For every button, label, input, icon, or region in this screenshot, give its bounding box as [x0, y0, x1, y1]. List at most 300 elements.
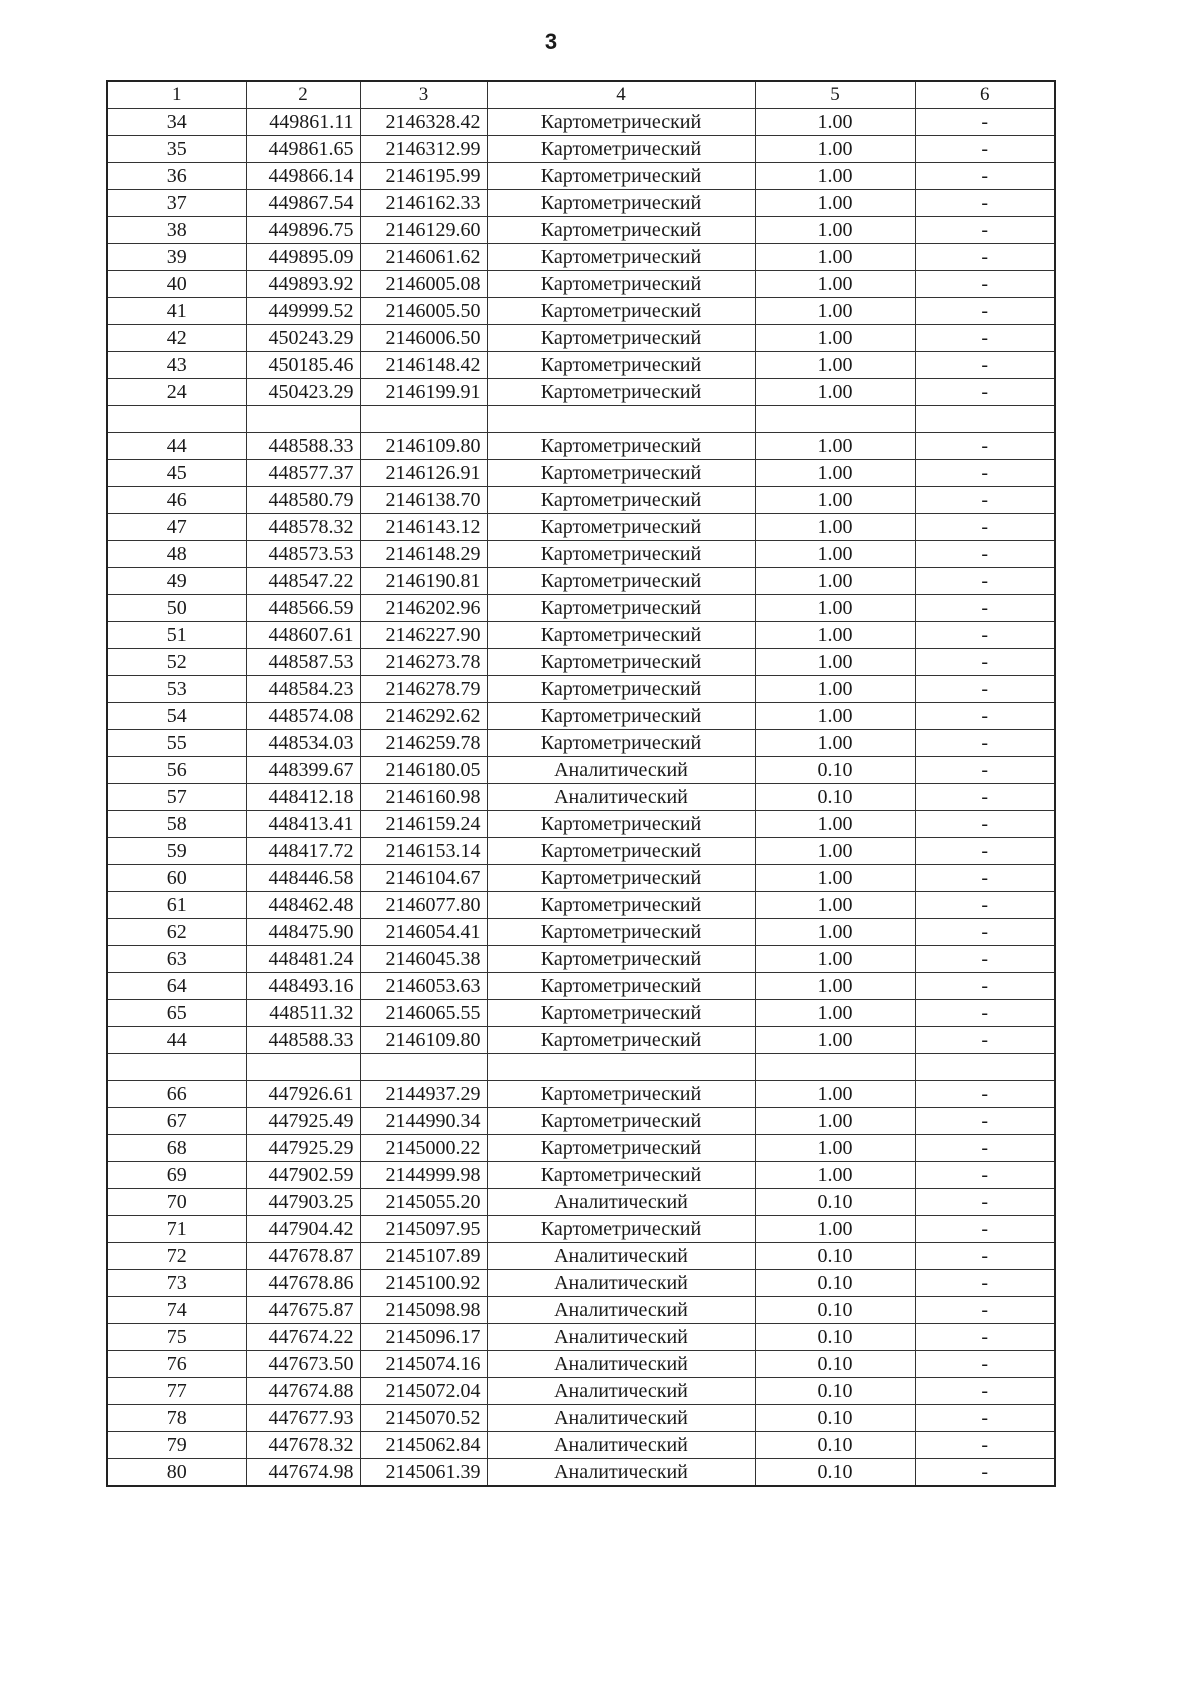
table-cell: 62 [107, 919, 246, 946]
table-cell: 2146065.55 [360, 1000, 487, 1027]
table-cell: 2146005.50 [360, 298, 487, 325]
table-cell: Картометрический [487, 1135, 755, 1162]
table-cell: 60 [107, 865, 246, 892]
table-cell: 1.00 [755, 892, 915, 919]
coordinates-table [106, 80, 1056, 1487]
table-cell: 2146077.80 [360, 892, 487, 919]
table-row [107, 1027, 1055, 1054]
table-cell: Картометрический [487, 325, 755, 352]
table-cell: Аналитический [487, 1189, 755, 1216]
table-row [107, 946, 1055, 973]
table-cell: 2146053.63 [360, 973, 487, 1000]
table-cell: 79 [107, 1432, 246, 1459]
table-cell: Картометрический [487, 811, 755, 838]
table-cell: 35 [107, 136, 246, 163]
table-cell: Аналитический [487, 1405, 755, 1432]
table-row [107, 622, 1055, 649]
table-cell: - [915, 460, 1055, 487]
table-cell: 1.00 [755, 325, 915, 352]
table-cell: 448399.67 [246, 757, 360, 784]
table-cell: - [915, 676, 1055, 703]
table-cell: 2146143.12 [360, 514, 487, 541]
table-cell: 52 [107, 649, 246, 676]
table-cell: 1.00 [755, 676, 915, 703]
table-cell: 41 [107, 298, 246, 325]
table-cell: 0.10 [755, 1432, 915, 1459]
table-cell: 2146292.62 [360, 703, 487, 730]
table-cell: 448547.22 [246, 568, 360, 595]
table-cell: Картометрический [487, 1162, 755, 1189]
page-number: 3 [544, 29, 558, 54]
table-cell: 2146312.99 [360, 136, 487, 163]
table-row [107, 433, 1055, 460]
table-cell: 1.00 [755, 298, 915, 325]
table-cell: 64 [107, 973, 246, 1000]
table-cell: 75 [107, 1324, 246, 1351]
table-cell: 448580.79 [246, 487, 360, 514]
table-cell: 2146126.91 [360, 460, 487, 487]
table-cell: 44 [107, 433, 246, 460]
table-cell: - [915, 1243, 1055, 1270]
table-cell: 1.00 [755, 271, 915, 298]
table-cell: Аналитический [487, 757, 755, 784]
table-cell: 449866.14 [246, 163, 360, 190]
table-cell: 2144990.34 [360, 1108, 487, 1135]
table-cell: 2145055.20 [360, 1189, 487, 1216]
table-cell: - [915, 1216, 1055, 1243]
table-row [107, 1405, 1055, 1432]
table-cell: - [915, 298, 1055, 325]
table-cell: 448417.72 [246, 838, 360, 865]
table-cell: - [915, 1000, 1055, 1027]
table-cell: - [915, 1351, 1055, 1378]
table-cell: 448446.58 [246, 865, 360, 892]
table-cell: 447678.32 [246, 1432, 360, 1459]
table-cell: 450243.29 [246, 325, 360, 352]
table-cell: - [915, 163, 1055, 190]
table-cell: 48 [107, 541, 246, 568]
table-cell: 1.00 [755, 568, 915, 595]
header-cell: 2 [246, 81, 360, 109]
table-cell: - [915, 1324, 1055, 1351]
table-cell: 43 [107, 352, 246, 379]
table-cell: 2146190.81 [360, 568, 487, 595]
table-cell: 2146160.98 [360, 784, 487, 811]
table-row [107, 163, 1055, 190]
table-row [107, 1459, 1055, 1487]
table-cell: 0.10 [755, 1270, 915, 1297]
table-cell: 0.10 [755, 1405, 915, 1432]
table-cell: 67 [107, 1108, 246, 1135]
table-cell: - [915, 379, 1055, 406]
table-cell: Картометрический [487, 379, 755, 406]
table-cell: 2144999.98 [360, 1162, 487, 1189]
table-cell: 1.00 [755, 622, 915, 649]
table-row [107, 865, 1055, 892]
table-cell: 65 [107, 1000, 246, 1027]
table-row [107, 568, 1055, 595]
table-row [107, 1270, 1055, 1297]
table-cell: - [915, 838, 1055, 865]
table-cell: 448573.53 [246, 541, 360, 568]
table-cell: 2146159.24 [360, 811, 487, 838]
table-cell: 1.00 [755, 1162, 915, 1189]
table-row [107, 1081, 1055, 1108]
table-cell: 448475.90 [246, 919, 360, 946]
table-cell: 447678.86 [246, 1270, 360, 1297]
table-cell: Картометрический [487, 1216, 755, 1243]
header-cell: 1 [107, 81, 246, 109]
table-cell: Картометрический [487, 1108, 755, 1135]
table-cell: - [915, 892, 1055, 919]
table-cell: 57 [107, 784, 246, 811]
table-cell: 447925.49 [246, 1108, 360, 1135]
table-cell: 447674.22 [246, 1324, 360, 1351]
table-cell: 0.10 [755, 1459, 915, 1487]
table-cell: 1.00 [755, 649, 915, 676]
table-cell: Аналитический [487, 1378, 755, 1405]
table-cell: - [915, 514, 1055, 541]
table-cell: 1.00 [755, 1000, 915, 1027]
table-cell: 2146278.79 [360, 676, 487, 703]
table-cell: 1.00 [755, 1081, 915, 1108]
table-cell: Картометрический [487, 433, 755, 460]
table-cell: 2146005.08 [360, 271, 487, 298]
table-row [107, 1189, 1055, 1216]
table-cell: - [915, 649, 1055, 676]
table-cell: 1.00 [755, 163, 915, 190]
table-cell: - [915, 541, 1055, 568]
table-cell: Картометрический [487, 892, 755, 919]
table-cell: 2146045.38 [360, 946, 487, 973]
table-cell: 0.10 [755, 1243, 915, 1270]
table-cell: 2145070.52 [360, 1405, 487, 1432]
table-cell: - [915, 109, 1055, 136]
table-cell: 46 [107, 487, 246, 514]
table-cell: - [915, 217, 1055, 244]
table-cell: - [915, 325, 1055, 352]
table-cell: 80 [107, 1459, 246, 1487]
table-cell: 2145061.39 [360, 1459, 487, 1487]
table-cell [360, 1054, 487, 1081]
table-cell: Картометрический [487, 298, 755, 325]
table-cell: 2146259.78 [360, 730, 487, 757]
table-row [107, 1297, 1055, 1324]
table-cell: - [915, 1081, 1055, 1108]
table-cell: 450185.46 [246, 352, 360, 379]
table-cell: 2146180.05 [360, 757, 487, 784]
table-cell: 2146061.62 [360, 244, 487, 271]
table-cell: 449861.65 [246, 136, 360, 163]
table-cell: Аналитический [487, 1459, 755, 1487]
table-cell: - [915, 730, 1055, 757]
table-cell: - [915, 352, 1055, 379]
table-row [107, 919, 1055, 946]
table-cell: 447926.61 [246, 1081, 360, 1108]
table-cell: 449896.75 [246, 217, 360, 244]
table-cell: 447902.59 [246, 1162, 360, 1189]
table-cell: 1.00 [755, 1135, 915, 1162]
table-cell: 51 [107, 622, 246, 649]
table-cell: 68 [107, 1135, 246, 1162]
table-cell: 448462.48 [246, 892, 360, 919]
table-cell: 1.00 [755, 973, 915, 1000]
table-cell: 447675.87 [246, 1297, 360, 1324]
table-cell: 1.00 [755, 1027, 915, 1054]
table-cell: Картометрический [487, 352, 755, 379]
table-cell: 448493.16 [246, 973, 360, 1000]
table-cell: 1.00 [755, 217, 915, 244]
table-row [107, 1162, 1055, 1189]
table-cell: 0.10 [755, 784, 915, 811]
table-cell [107, 1054, 246, 1081]
table-cell: 448578.32 [246, 514, 360, 541]
table-cell [487, 1054, 755, 1081]
table-cell [755, 406, 915, 433]
table-cell: Картометрический [487, 676, 755, 703]
table-row [107, 352, 1055, 379]
table-cell: 1.00 [755, 595, 915, 622]
table-row [107, 1054, 1055, 1081]
table-cell: Картометрический [487, 190, 755, 217]
table-cell: Картометрический [487, 919, 755, 946]
table-cell: 2145000.22 [360, 1135, 487, 1162]
table-cell: 78 [107, 1405, 246, 1432]
table-row [107, 460, 1055, 487]
table-cell: - [915, 1189, 1055, 1216]
table-cell: 449861.11 [246, 109, 360, 136]
table-cell: 76 [107, 1351, 246, 1378]
table-cell: 39 [107, 244, 246, 271]
table-cell: 1.00 [755, 379, 915, 406]
table-cell: 61 [107, 892, 246, 919]
table-cell: 2146054.41 [360, 919, 487, 946]
table-body [107, 109, 1055, 1487]
table-cell: 1.00 [755, 352, 915, 379]
table-cell: 1.00 [755, 109, 915, 136]
table-cell: - [915, 973, 1055, 1000]
table-cell: 69 [107, 1162, 246, 1189]
table-cell: 55 [107, 730, 246, 757]
header-cell: 6 [915, 81, 1055, 109]
table-cell: 1.00 [755, 244, 915, 271]
table-cell: Картометрический [487, 1081, 755, 1108]
table-cell: 70 [107, 1189, 246, 1216]
table-cell [107, 406, 246, 433]
table-cell: 63 [107, 946, 246, 973]
table-row [107, 973, 1055, 1000]
table-cell: 1.00 [755, 1216, 915, 1243]
table-cell: 2146328.42 [360, 109, 487, 136]
table-cell: 2144937.29 [360, 1081, 487, 1108]
table-cell: 449867.54 [246, 190, 360, 217]
table-cell: Картометрический [487, 622, 755, 649]
table-row [107, 838, 1055, 865]
table-cell: 56 [107, 757, 246, 784]
table-cell: Картометрический [487, 1000, 755, 1027]
table-row [107, 325, 1055, 352]
table-cell: 1.00 [755, 541, 915, 568]
table-cell: 448588.33 [246, 433, 360, 460]
table-cell: Картометрический [487, 514, 755, 541]
table-cell [487, 406, 755, 433]
table-cell: - [915, 1162, 1055, 1189]
table-row [107, 892, 1055, 919]
table-cell: Картометрический [487, 865, 755, 892]
table-cell: 1.00 [755, 433, 915, 460]
table-cell: Картометрический [487, 217, 755, 244]
table-cell: 2146138.70 [360, 487, 487, 514]
table-cell: Аналитический [487, 1324, 755, 1351]
table-cell: Картометрический [487, 271, 755, 298]
table-cell: - [915, 757, 1055, 784]
table-row [107, 406, 1055, 433]
table-cell: 2146227.90 [360, 622, 487, 649]
table-row [107, 757, 1055, 784]
table-cell: 2146148.29 [360, 541, 487, 568]
table-cell: Аналитический [487, 784, 755, 811]
table-cell: 448413.41 [246, 811, 360, 838]
table-cell: 450423.29 [246, 379, 360, 406]
table-cell: 74 [107, 1297, 246, 1324]
table-cell: 2145096.17 [360, 1324, 487, 1351]
table-cell: 448588.33 [246, 1027, 360, 1054]
table-cell: 0.10 [755, 757, 915, 784]
table-cell: 2146202.96 [360, 595, 487, 622]
header-cell: 3 [360, 81, 487, 109]
table-row [107, 595, 1055, 622]
table-row [107, 190, 1055, 217]
table-cell: 1.00 [755, 487, 915, 514]
table-cell: 448566.59 [246, 595, 360, 622]
table-cell: 49 [107, 568, 246, 595]
table-cell: 1.00 [755, 703, 915, 730]
table-cell: 2146109.80 [360, 433, 487, 460]
table-cell: - [915, 919, 1055, 946]
table-cell: - [915, 946, 1055, 973]
table-cell: 2145062.84 [360, 1432, 487, 1459]
table-cell: 447674.88 [246, 1378, 360, 1405]
table-cell: Картометрический [487, 946, 755, 973]
table-cell: Аналитический [487, 1297, 755, 1324]
table-cell: 42 [107, 325, 246, 352]
table-row [107, 784, 1055, 811]
table-cell: Картометрический [487, 487, 755, 514]
table-row [107, 1135, 1055, 1162]
table-cell: - [915, 1405, 1055, 1432]
table-cell: - [915, 271, 1055, 298]
table-cell: 449999.52 [246, 298, 360, 325]
table-cell: 448481.24 [246, 946, 360, 973]
table-cell: - [915, 1027, 1055, 1054]
table-cell: Картометрический [487, 244, 755, 271]
table-cell: 2146109.80 [360, 1027, 487, 1054]
table-cell: - [915, 784, 1055, 811]
table-cell: 1.00 [755, 136, 915, 163]
table-cell: 447673.50 [246, 1351, 360, 1378]
table-cell: 1.00 [755, 946, 915, 973]
table-cell: 2145107.89 [360, 1243, 487, 1270]
table-cell: 2145074.16 [360, 1351, 487, 1378]
table-row [107, 811, 1055, 838]
table-cell: 1.00 [755, 1108, 915, 1135]
table-cell: 0.10 [755, 1189, 915, 1216]
table-row [107, 1432, 1055, 1459]
table-cell: - [915, 136, 1055, 163]
table-row [107, 1108, 1055, 1135]
table-row [107, 487, 1055, 514]
table-cell: 2145072.04 [360, 1378, 487, 1405]
table-cell: 34 [107, 109, 246, 136]
table-cell: 0.10 [755, 1378, 915, 1405]
table-cell: - [915, 811, 1055, 838]
table-row [107, 676, 1055, 703]
table-cell: - [915, 622, 1055, 649]
table-cell: Аналитический [487, 1243, 755, 1270]
table-cell: - [915, 433, 1055, 460]
table-row [107, 541, 1055, 568]
table-cell: 47 [107, 514, 246, 541]
table-row [107, 1243, 1055, 1270]
table-cell: 54 [107, 703, 246, 730]
table-cell: 2146148.42 [360, 352, 487, 379]
table-cell: - [915, 1108, 1055, 1135]
table-cell [915, 406, 1055, 433]
table-row [107, 298, 1055, 325]
table-cell: - [915, 1432, 1055, 1459]
table-cell: 448574.08 [246, 703, 360, 730]
table-cell: 59 [107, 838, 246, 865]
table-cell: Аналитический [487, 1432, 755, 1459]
table-cell: - [915, 568, 1055, 595]
table-cell: 73 [107, 1270, 246, 1297]
table-cell: - [915, 1135, 1055, 1162]
table-cell: 24 [107, 379, 246, 406]
header-cell: 5 [755, 81, 915, 109]
table-cell: - [915, 595, 1055, 622]
table-cell: Картометрический [487, 136, 755, 163]
table-cell: Аналитический [487, 1270, 755, 1297]
table-cell: - [915, 1270, 1055, 1297]
table-cell: - [915, 703, 1055, 730]
table-row [107, 1351, 1055, 1378]
table-cell: 2145097.95 [360, 1216, 487, 1243]
table-cell: Картометрический [487, 1027, 755, 1054]
table-row [107, 379, 1055, 406]
table-cell: 71 [107, 1216, 246, 1243]
table-cell [915, 1054, 1055, 1081]
table-cell: 0.10 [755, 1351, 915, 1378]
table-cell: 2146162.33 [360, 190, 487, 217]
table-cell: 447925.29 [246, 1135, 360, 1162]
table-cell: 2146006.50 [360, 325, 487, 352]
table-row [107, 271, 1055, 298]
table-cell: 447904.42 [246, 1216, 360, 1243]
table-cell: 2146195.99 [360, 163, 487, 190]
table-cell: 77 [107, 1378, 246, 1405]
header-cell: 4 [487, 81, 755, 109]
table-cell [755, 1054, 915, 1081]
table-row [107, 703, 1055, 730]
table-cell: - [915, 487, 1055, 514]
table-cell: Картометрический [487, 109, 755, 136]
table-cell: 0.10 [755, 1324, 915, 1351]
table-cell: 2145100.92 [360, 1270, 487, 1297]
table-cell: 1.00 [755, 514, 915, 541]
table-cell: 449895.09 [246, 244, 360, 271]
table-cell: 53 [107, 676, 246, 703]
table-cell: 1.00 [755, 919, 915, 946]
